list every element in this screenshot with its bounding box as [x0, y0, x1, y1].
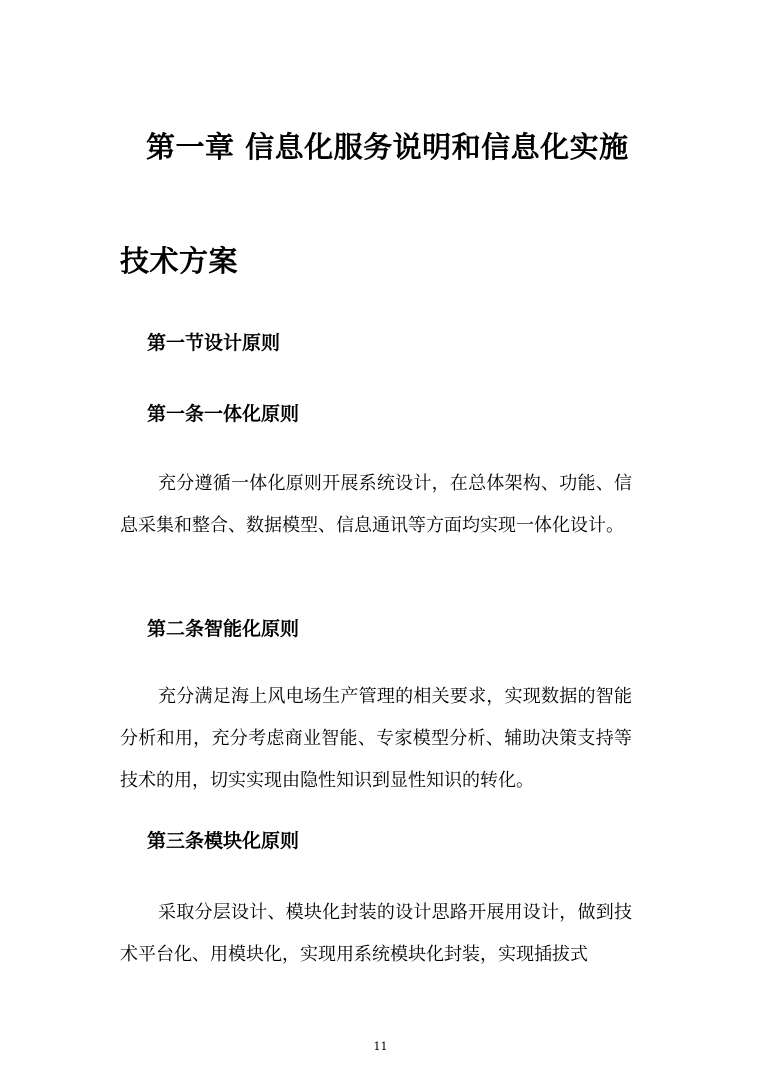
section-title: 第一节设计原则 [147, 332, 281, 354]
chapter-title: 第一章 信息化服务说明和信息化实施技术方案 [120, 130, 629, 278]
page-number: 11 [373, 1040, 388, 1053]
article-heading-1: 第一条一体化原则 [147, 403, 300, 425]
article-body-1: 充分遵循一体化原则开展系统设计，在总体架构、功能、信息采集和整合、数据模型、信息通讯等方面均实现一体化设计。 [120, 473, 632, 536]
article-body-2: 充分满足海上风电场生产管理的相关要求，实现数据的智能分析和用，充分考虑商业智能、专家模型分析、辅助决策支持等技术的用，切实实现由隐性知识到显性知识的转化。 [120, 686, 632, 791]
article-heading-3: 第三条模块化原则 [147, 830, 300, 852]
article-heading-2: 第二条智能化原则 [147, 618, 300, 640]
article-body-3: 采取分层设计、模块化封装的设计思路开展用设计，做到技术平台化、用模块化，实现用系统模块化封装，实现插拔式 [120, 902, 632, 965]
